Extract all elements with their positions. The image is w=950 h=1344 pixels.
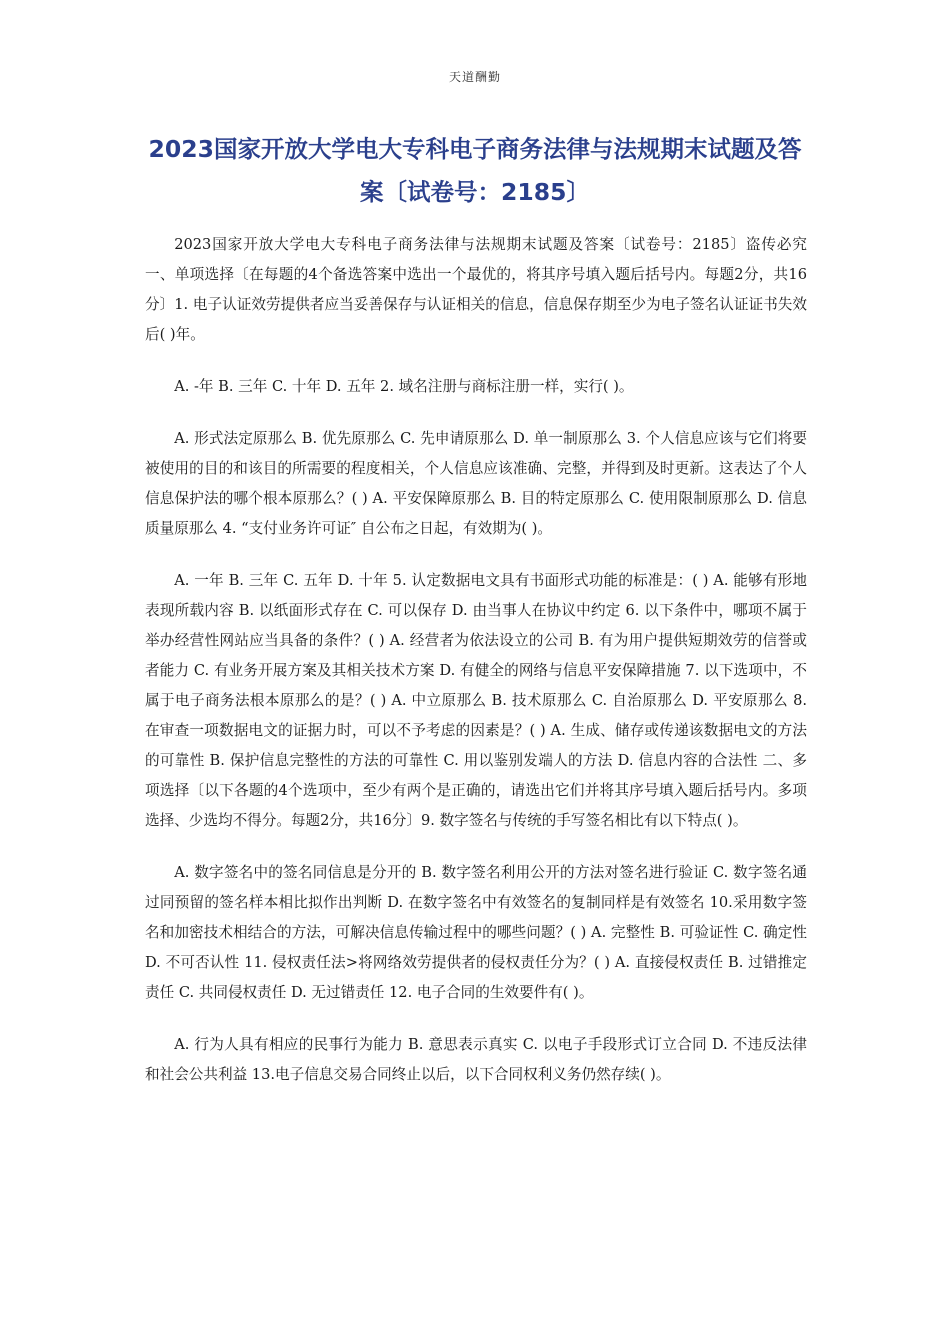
- header-mark: 天道酬勤: [448, 70, 501, 84]
- paragraph: A. 数字签名中的签名同信息是分开的 B. 数字签名利用公开的方法对签名进行验证 C. 数字签名通过同预留的签名样本相比拟作出判断 D. 在数字签名中有效签名的复制同样是有效签名 10.采用数字签名和加密技术相结合的方法，可解决信息传输过程中的哪些问题？( ) A. 完整性 B. 可验证性 C. 确定性 D. 不可否认性 11. 侵权责任法>将网络效劳提供者的侵权责任分为？( ) A. 直接侵权责任 B. 过错推定责任 C. 共同侵权责任 D. 无过错责任 12. 电子合同的生效要件有( )。: [145, 864, 807, 1001]
- paragraph: A. 一年 B. 三年 C. 五年 D. 十年 5. 认定数据电文具有书面形式功能的标准是：( ) A. 能够有形地表现所载内容 B. 以纸面形式存在 C. 可以保存 D. 由当事人在协议中约定 6. 以下条件中，哪项不属于举办经营性网站应当具备的条件？( ) A. 经营者为依法设立的公司 B. 有为用户提供短期效劳的信誉或者能力 C. 有业务开展方案及其相关技术方案 D. 有健全的网络与信息平安保障措施 7. 以下选项中，不属于电子商务法根本原那么的是？( ) A. 中立原那么 B. 技术原那么 C. 自治原那么 D. 平安原那么 8. 在审查一项数据电文的证据力时，可以不予考虑的因素是？( ) A. 生成、储存或传递该数据电文的方法的可靠性 B. 保护信息完整性的方法的可靠性 C. 用以鉴别发端人的方法 D. 信息内容的合法性 二、多项选择〔以下各题的4个选项中，至少有两个是正确的，请选出它们并将其序号填入题后括号内。多项选择、少选均不得分。每题2分，共16分〕9. 数字签名与传统的手写签名相比有以下特点( )。: [145, 572, 807, 829]
- paragraph: 2023国家开放大学电大专科电子商务法律与法规期末试题及答案〔试卷号：2185〕盗传必究 一、单项选择〔在每题的4个备选答案中选出一个最优的，将其序号填入题后括号内。每题2分，共16分〕1. 电子认证效劳提供者应当妥善保存与认证相关的信息，信息保存期至少为电子签名认证证书失效后( )年。: [145, 236, 807, 343]
- paragraph: A. -年 B. 三年 C. 十年 D. 五年 2. 域名注册与商标注册一样，实行( )。: [174, 378, 634, 395]
- paragraph: A. 行为人具有相应的民事行为能力 B. 意思表示真实 C. 以电子手段形式订立合同 D. 不违反法律和社会公共利益 13.电子信息交易合同终止以后，以下合同权利义务仍然存续( )。: [145, 1036, 807, 1083]
- paragraph: A. 形式法定原那么 B. 优先原那么 C. 先申请原那么 D. 单一制原那么 3. 个人信息应该与它们将要被使用的目的和该目的所需要的程度相关，个人信息应该准确、完整，并得到及时更新。这表达了个人信息保护法的哪个根本原那么？( ) A. 平安保障原那么 B. 目的特定原那么 C. 使用限制原那么 D. 信息质量原那么 4. “支付业务许可证″ 自公布之日起，有效期为( )。: [145, 430, 807, 537]
- document-title: 2023国家开放大学电大专科电子商务法律与法规期末试题及答案〔试卷号：2185〕: [148, 135, 802, 206]
- document-body: [145, 230, 807, 1112]
